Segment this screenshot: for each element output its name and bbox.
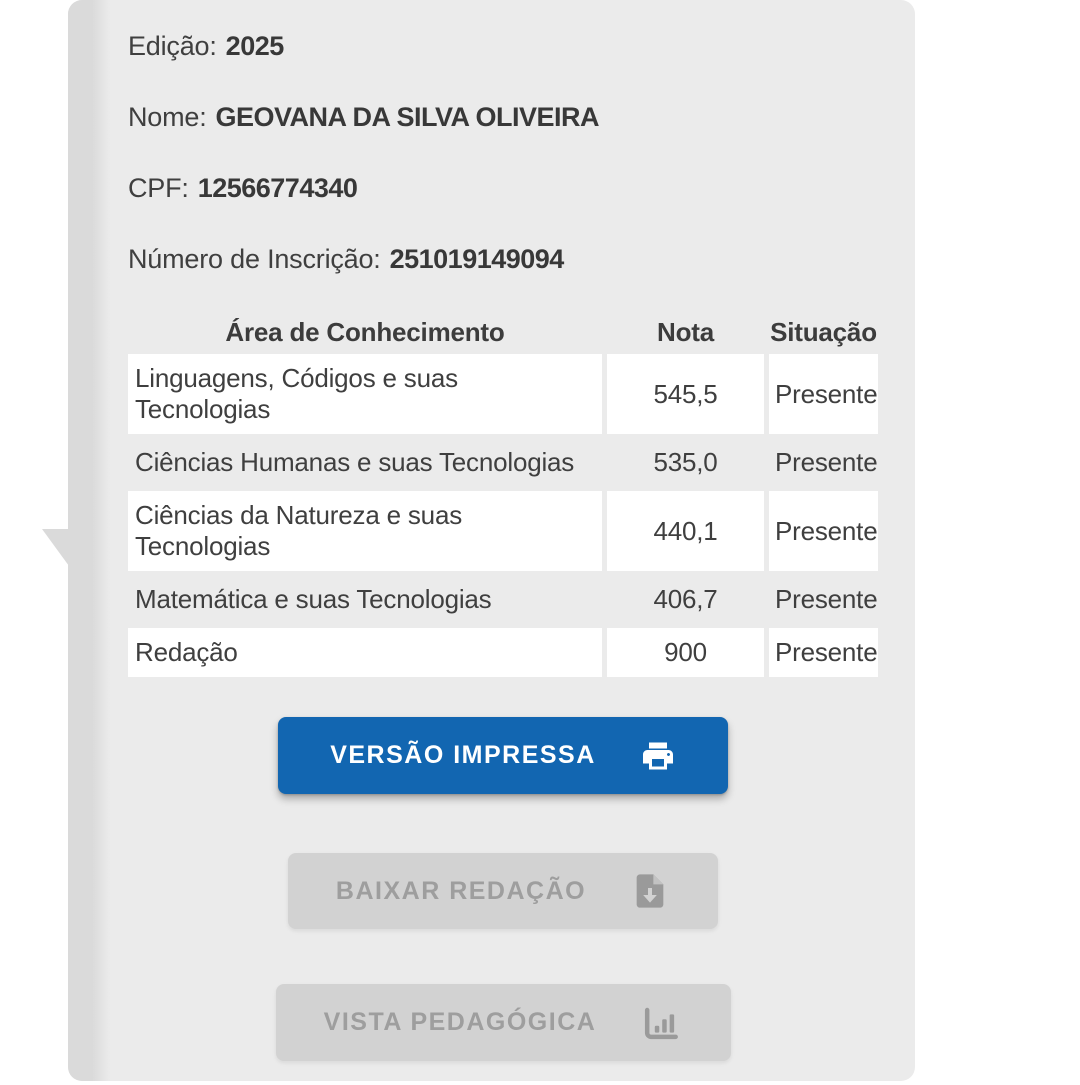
cell-area: Ciências da Natureza e suas Tecnologias bbox=[128, 491, 602, 571]
column-header-nota: Nota bbox=[657, 317, 714, 347]
cell-nota: 535,0 bbox=[653, 447, 718, 477]
result-content bbox=[128, 0, 878, 1061]
table-row bbox=[128, 438, 878, 487]
cell-nota: 440,1 bbox=[607, 491, 764, 571]
cell-area: Linguagens, Códigos e suas Tecnologias bbox=[128, 354, 602, 434]
field-value: 251019149094 bbox=[389, 244, 564, 274]
vista-pedagogica-button[interactable] bbox=[276, 984, 731, 1061]
bubble-arrow bbox=[42, 529, 69, 566]
field-edicao bbox=[128, 32, 878, 60]
field-label: Nome: bbox=[128, 102, 207, 132]
versao-impressa-label: VERSÃO IMPRESSA bbox=[330, 741, 596, 769]
cell-nota: 545,5 bbox=[607, 354, 764, 434]
field-value: GEOVANA DA SILVA OLIVEIRA bbox=[215, 102, 600, 132]
field-label: CPF: bbox=[128, 173, 189, 203]
cell-nota: 900 bbox=[607, 628, 764, 677]
table-row bbox=[128, 354, 878, 434]
table-row bbox=[128, 628, 878, 677]
baixar-redacao-button[interactable] bbox=[288, 853, 718, 929]
cell-situacao: Presente bbox=[775, 447, 878, 477]
file-download-icon bbox=[630, 871, 670, 911]
scores-table bbox=[123, 313, 883, 681]
field-value: 12566774340 bbox=[197, 173, 358, 203]
field-cpf bbox=[128, 174, 878, 202]
field-label: Número de Inscrição: bbox=[128, 244, 381, 274]
versao-impressa-button[interactable] bbox=[278, 717, 728, 794]
bubble-left-shadow bbox=[68, 0, 112, 1081]
cell-area: Redação bbox=[128, 628, 602, 677]
cell-situacao: Presente bbox=[769, 354, 878, 434]
cell-situacao: Presente bbox=[769, 628, 878, 677]
bar-chart-icon bbox=[640, 1004, 682, 1042]
cell-nota: 406,7 bbox=[653, 584, 718, 614]
column-header-situacao: Situação bbox=[770, 317, 877, 347]
field-value: 2025 bbox=[225, 31, 284, 61]
table-row bbox=[128, 491, 878, 571]
cell-situacao: Presente bbox=[769, 491, 878, 571]
cell-area: Matemática e suas Tecnologias bbox=[135, 584, 492, 614]
vista-pedagogica-label: VISTA PEDAGÓGICA bbox=[323, 1008, 597, 1036]
table-header-row bbox=[128, 317, 878, 350]
printer-icon bbox=[640, 738, 676, 774]
field-numero-inscricao bbox=[128, 245, 878, 273]
cell-area: Ciências Humanas e suas Tecnologias bbox=[135, 447, 575, 477]
cell-situacao: Presente bbox=[775, 584, 878, 614]
baixar-redacao-label: BAIXAR REDAÇÃO bbox=[335, 876, 587, 905]
table-row bbox=[128, 575, 878, 624]
field-label: Edição: bbox=[128, 31, 217, 61]
result-bubble bbox=[68, 0, 915, 1081]
column-header-area: Área de Conhecimento bbox=[225, 317, 505, 347]
field-nome bbox=[128, 103, 878, 131]
